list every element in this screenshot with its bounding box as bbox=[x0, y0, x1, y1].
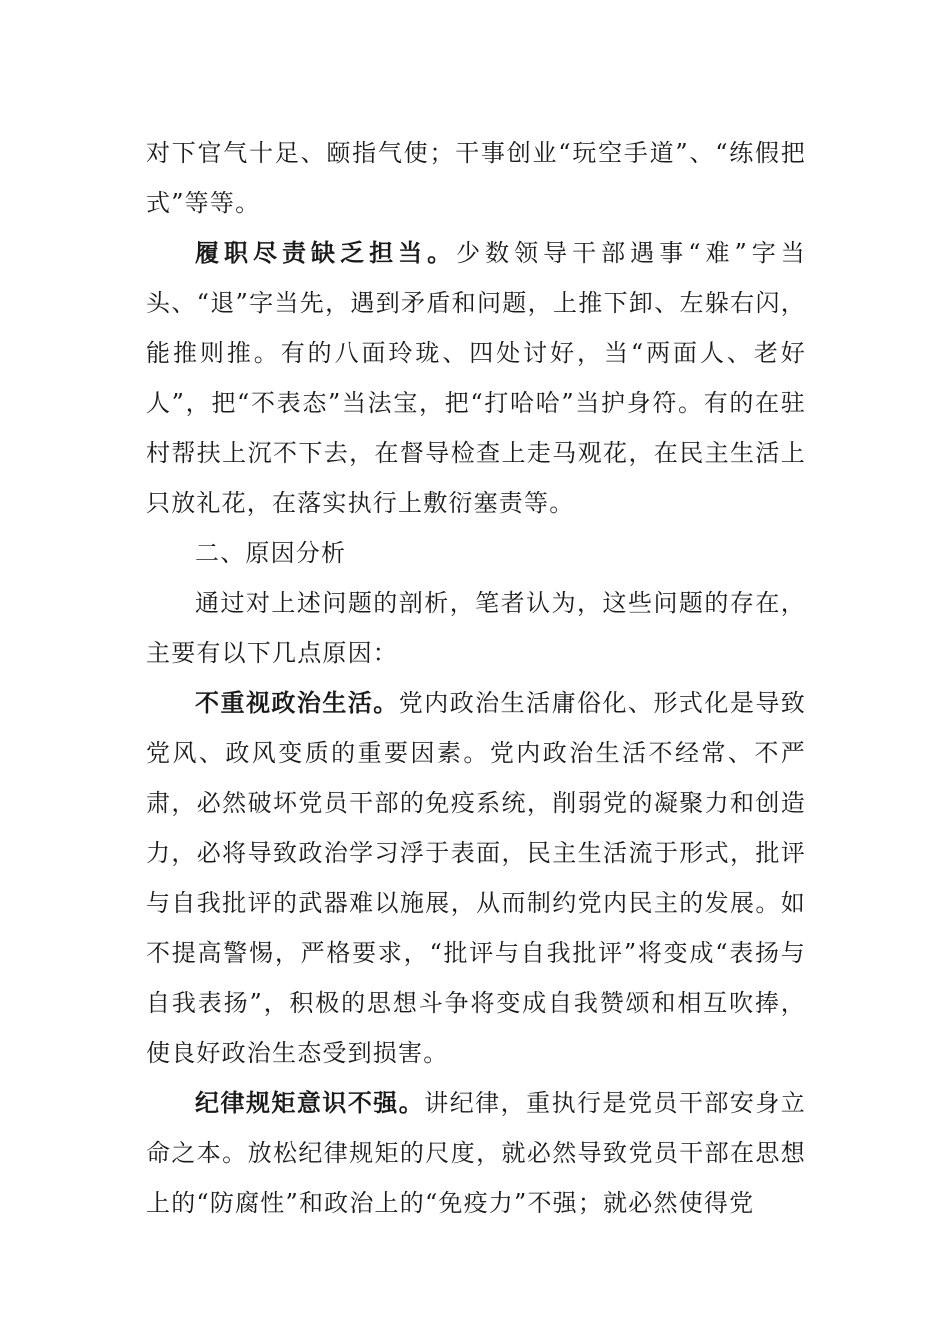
paragraph-lead: 纪律规矩意识不强。 bbox=[195, 1089, 425, 1117]
paragraph-duty bbox=[146, 228, 806, 528]
document-page bbox=[146, 128, 806, 1228]
paragraph-lead: 不重视政治生活。 bbox=[195, 689, 399, 717]
paragraph-continuation bbox=[146, 128, 806, 228]
paragraph-lead: 履职尽责缺乏担当。 bbox=[195, 239, 457, 267]
paragraph-text: 少数领导干部遇事“难”字当头、“退”字当先，遇到矛盾和问题，上推下卸、左躲右闪，能推则推。有的八面玲珑、四处讨好，当“两面人、老好人”，把“不表态”当法宝，把“打哈哈”当护身符。有的在驻村帮扶上沉不下去，在督导检查上走马观花，在民主生活上只放礼花，在落实执行上敷衍塞责等。 bbox=[146, 239, 806, 517]
paragraph-text: 党内政治生活庸俗化、形式化是导致党风、政风变质的重要因素。党内政治生活不经常、不严肃，必然破坏党员干部的免疫系统，削弱党的凝聚力和创造力，必将导致政治学习浮于表面，民主生活流于形式，批评与自我批评的武器难以施展，从而制约党内民主的发展。如不提高警惕，严格要求，“批评与自我批评”将变成“表扬与自我表扬”，积极的思想斗争将变成自我赞颂和相互吹捧，使良好政治生态受到损害。 bbox=[146, 689, 806, 1067]
paragraph-political-life bbox=[146, 678, 806, 1078]
section-heading: 二、原因分析 bbox=[195, 539, 347, 567]
paragraph-intro bbox=[146, 578, 806, 678]
paragraph-text: 讲纪律，重执行是党员干部安身立命之本。放松纪律规矩的尺度，就必然导致党员干部在思想上的“防腐性”和政治上的“免疫力”不强；就必然使得党 bbox=[146, 1089, 806, 1217]
paragraph-text: 通过对上述问题的剖析，笔者认为，这些问题的存在，主要有以下几点原因： bbox=[146, 589, 806, 667]
paragraph-discipline bbox=[146, 1078, 806, 1228]
paragraph-text: 对下官气十足、颐指气使；干事创业“玩空手道”、“练假把式”等等。 bbox=[146, 139, 806, 217]
